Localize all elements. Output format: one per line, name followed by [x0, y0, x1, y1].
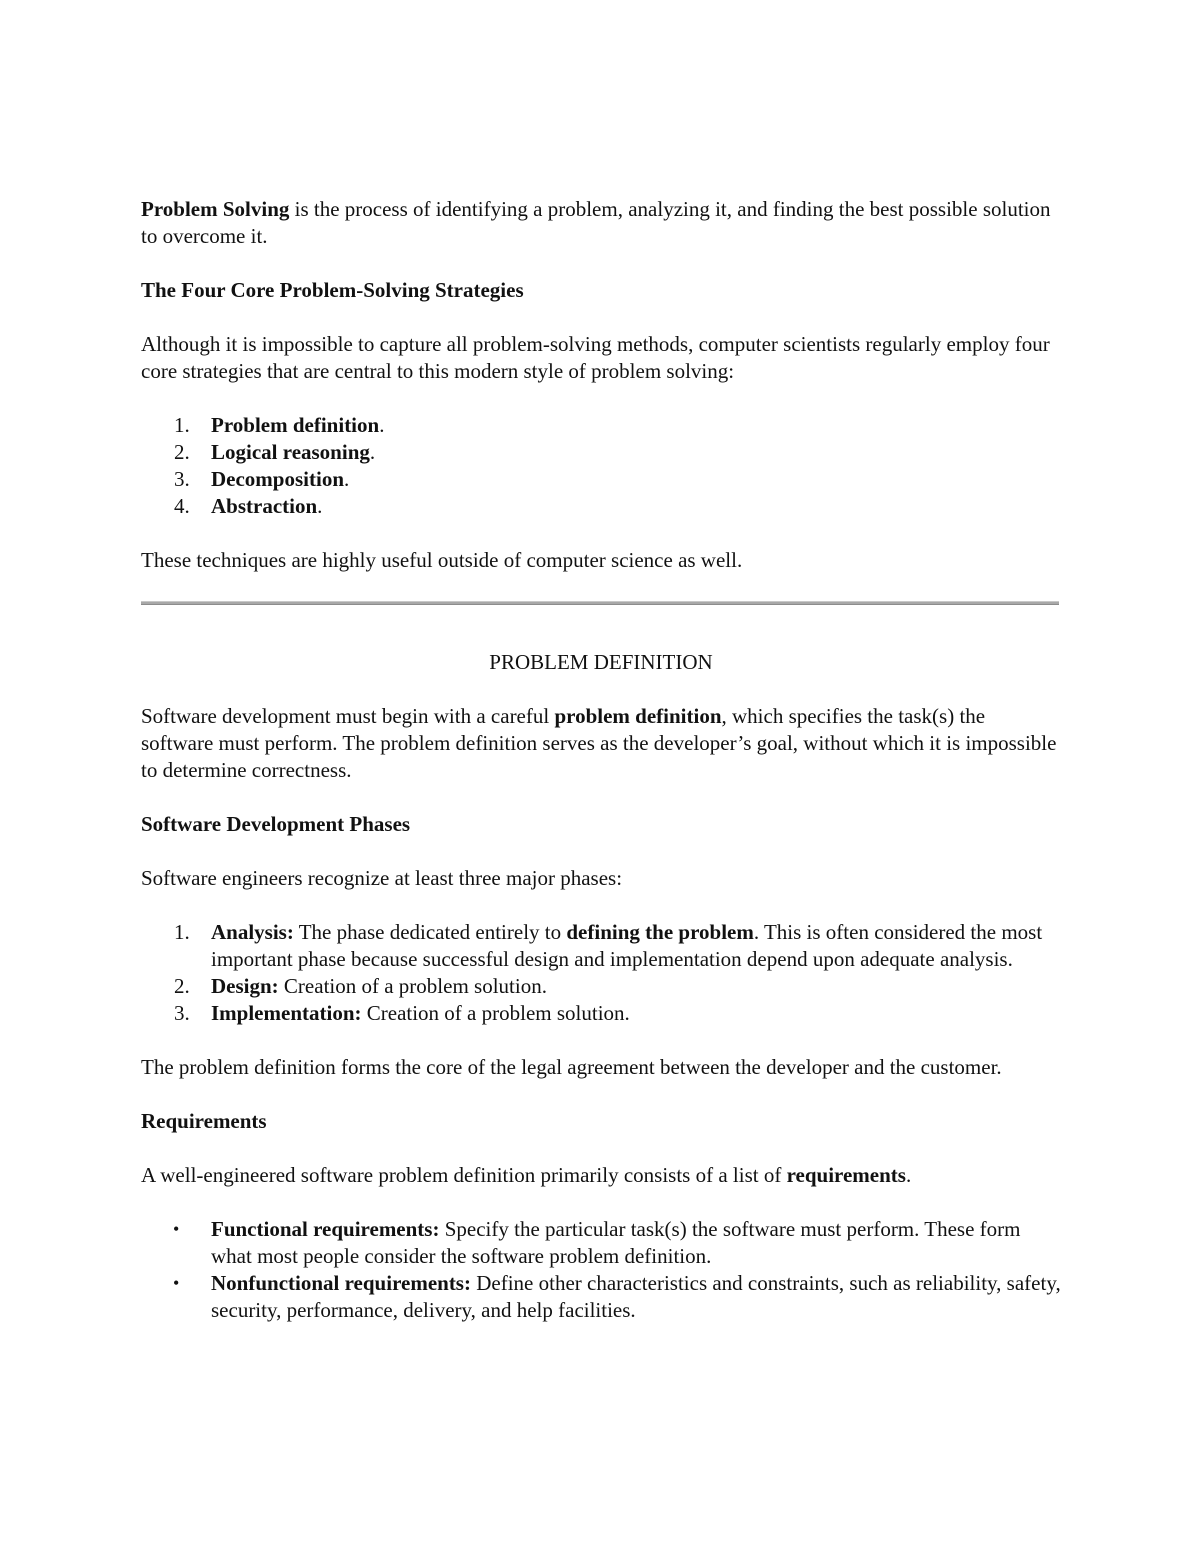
list-number: 3. — [174, 1001, 190, 1025]
list-item — [141, 1270, 1061, 1324]
requirements-text-start: A well-engineered software problem definition primarily consists of a list of — [141, 1163, 787, 1187]
list-item-label: Decomposition — [211, 467, 344, 491]
requirements-list — [141, 1216, 1061, 1324]
list-item — [141, 412, 1061, 439]
list-item — [141, 1216, 1061, 1270]
list-item-text: Creation of a problem solution. — [278, 974, 547, 998]
list-item — [141, 973, 1061, 1000]
requirements-paragraph — [141, 1162, 1061, 1189]
list-item-text: Creation of a problem solution. — [361, 1001, 630, 1025]
list-item — [141, 439, 1061, 466]
list-number: 2. — [174, 440, 190, 464]
list-item — [141, 493, 1061, 520]
definition-term: problem definition — [554, 704, 722, 728]
list-item-suffix: . — [369, 440, 376, 464]
phases-paragraph: Software engineers recognize at least three major phases: — [141, 866, 623, 890]
list-item-label: Analysis: — [211, 920, 294, 944]
list-item-text-end: . This is often considered the most important phase because successful design and implementation depend upon adequate analysis. — [211, 920, 1043, 971]
phases-list — [141, 919, 1061, 1027]
list-number: 3. — [174, 467, 190, 491]
list-item-label: Nonfunctional requirements: — [211, 1271, 471, 1295]
intro-term: Problem Solving — [141, 197, 290, 221]
list-item-suffix: . — [379, 413, 385, 437]
list-number: 1. — [174, 920, 190, 944]
requirements-heading — [141, 1108, 1061, 1135]
definition-text-start: Software development must begin with a careful — [141, 704, 555, 728]
list-item — [141, 919, 1061, 973]
requirements-text-end: . — [905, 1163, 912, 1187]
list-item-label: Functional requirements: — [211, 1217, 440, 1241]
intro-paragraph — [141, 196, 1061, 250]
strategies-list — [141, 412, 1061, 520]
definition-text-end: , which specifies the task(s) the software must perform. The problem definition serves as the developer’s goal, without which it is impossible to determine correctness. — [141, 704, 1057, 782]
list-item-label: Logical reasoning — [211, 440, 370, 464]
strategies-heading-text: The Four Core Problem-Solving Strategies — [141, 278, 524, 302]
bullet-icon: • — [173, 1273, 180, 1293]
list-number: 4. — [174, 494, 190, 518]
list-item-label: Abstraction — [211, 494, 318, 518]
section-title: PROBLEM DEFINITION — [489, 650, 713, 674]
horizontal-rule — [141, 601, 1059, 605]
list-item-label: Implementation: — [211, 1001, 362, 1025]
intro-text: is the process of identifying a problem, analyzing it, and finding the best possible solution to overcome it. — [141, 197, 1051, 248]
document-page — [141, 196, 1061, 1324]
list-item-label: Problem definition — [211, 413, 380, 437]
strategies-heading — [141, 277, 1061, 304]
list-item — [141, 466, 1061, 493]
bullet-icon: • — [173, 1219, 180, 1239]
list-number: 1. — [174, 413, 190, 437]
definition-paragraph — [141, 703, 1061, 784]
requirements-heading-text: Requirements — [141, 1109, 267, 1133]
list-item-suffix: . — [317, 494, 323, 518]
list-item — [141, 1000, 1061, 1027]
phases-closing: The problem definition forms the core of the legal agreement between the developer and the customer. — [141, 1055, 1002, 1079]
phases-heading-text: Software Development Phases — [141, 812, 411, 836]
list-item-suffix: . — [344, 467, 350, 491]
strategies-closing: These techniques are highly useful outside of computer science as well. — [141, 548, 743, 572]
list-item-text: Define other characteristics and constraints, such as reliability, safety, security, performance, delivery, and help facilities. — [211, 1271, 1061, 1322]
list-item-text: Specify the particular task(s) the software must perform. These form what most people consider the software problem definition. — [211, 1217, 1021, 1268]
list-item-bold: defining the problem — [566, 920, 754, 944]
list-item-text: The phase dedicated entirely to — [293, 920, 567, 944]
requirements-term: requirements — [786, 1163, 906, 1187]
phases-heading — [141, 811, 1061, 838]
strategies-paragraph: Although it is impossible to capture all problem-solving methods, computer scientists regularly employ four core strategies that are central to this modern style of problem solving: — [141, 332, 1050, 383]
list-item-label: Design: — [211, 974, 279, 998]
list-number: 2. — [174, 974, 190, 998]
